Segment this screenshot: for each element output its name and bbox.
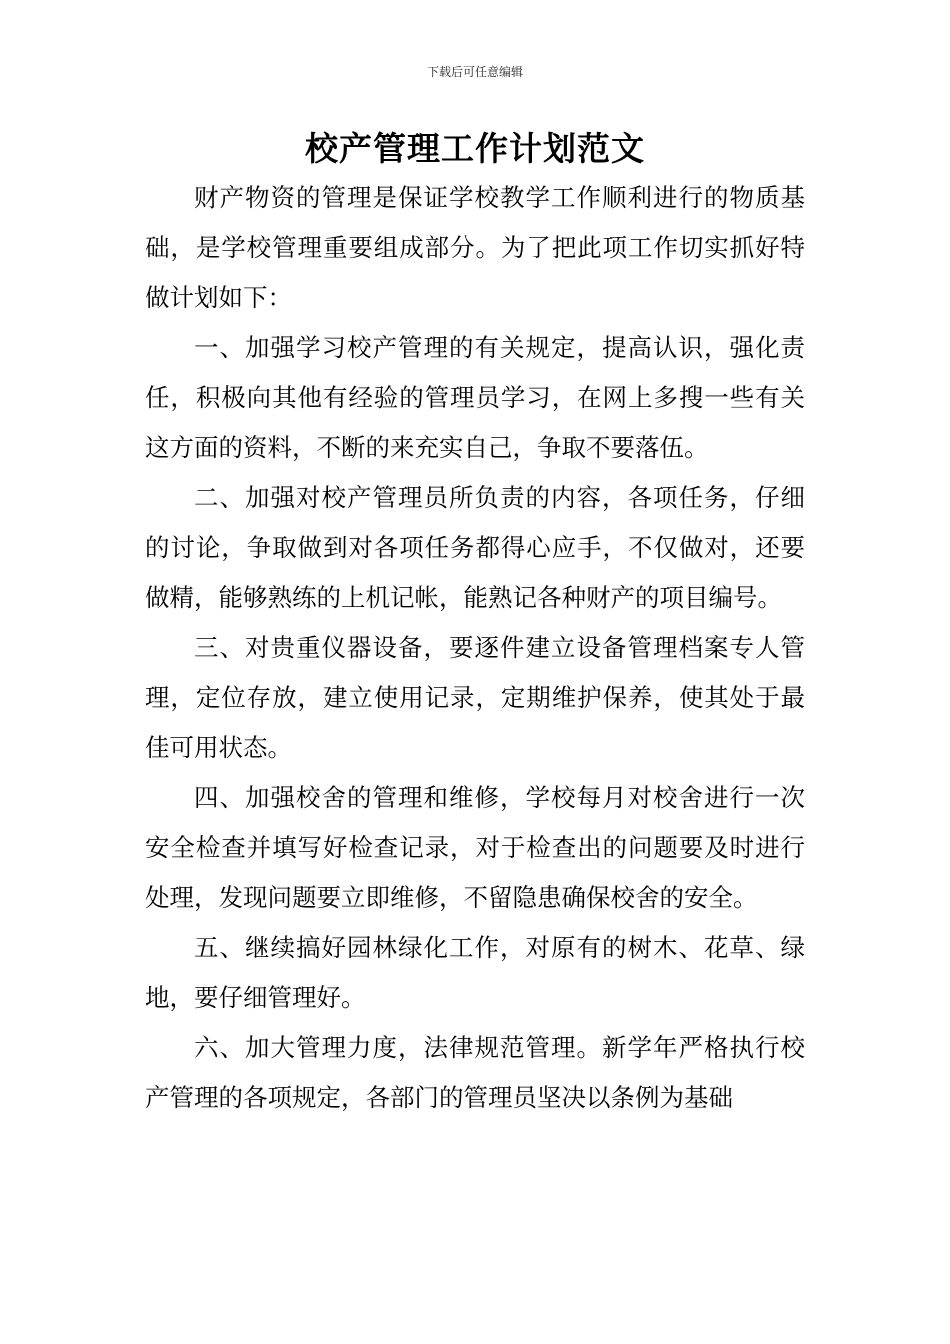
paragraph-item-1: 一、加强学习校产管理的有关规定，提高认识，强化责任，积极向其他有经验的管理员学习，在网上多搜一些有关这方面的资料，不断的来充实自己，争取不要落伍。 <box>145 333 805 462</box>
paragraph-item-6: 六、加大管理力度，法律规范管理。新学年严格执行校产管理的各项规定，各部门的管理员坚决以条例为基础 <box>145 1033 805 1112</box>
paragraph-item-4: 四、加强校舍的管理和维修，学校每月对校舍进行一次安全检查并填写好检查记录，对于检查出的问题要及时进行处理，发现问题要立即维修，不留隐患确保校舍的安全。 <box>145 783 805 912</box>
paragraph-item-3: 三、对贵重仪器设备，要逐件建立设备管理档案专人管理，定位存放，建立使用记录，定期维护保养，使其处于最佳可用状态。 <box>145 633 805 762</box>
document-title: 校产管理工作计划范文 <box>305 129 645 168</box>
document-body <box>145 173 805 1123</box>
paragraph-item-2: 二、加强对校产管理员所负责的内容，各项任务，仔细的讨论，争取做到对各项任务都得心应手，不仅做对，还要做精，能够熟练的上机记帐，能熟记各种财产的项目编号。 <box>145 483 805 612</box>
download-note: 下载后可任意编辑 <box>426 65 523 79</box>
paragraph-intro: 财产物资的管理是保证学校教学工作顺利进行的物质基础，是学校管理重要组成部分。为了把此项工作切实抓好特做计划如下： <box>145 183 805 312</box>
paragraph-item-5: 五、继续搞好园林绿化工作，对原有的树木、花草、绿地，要仔细管理好。 <box>145 933 805 1012</box>
